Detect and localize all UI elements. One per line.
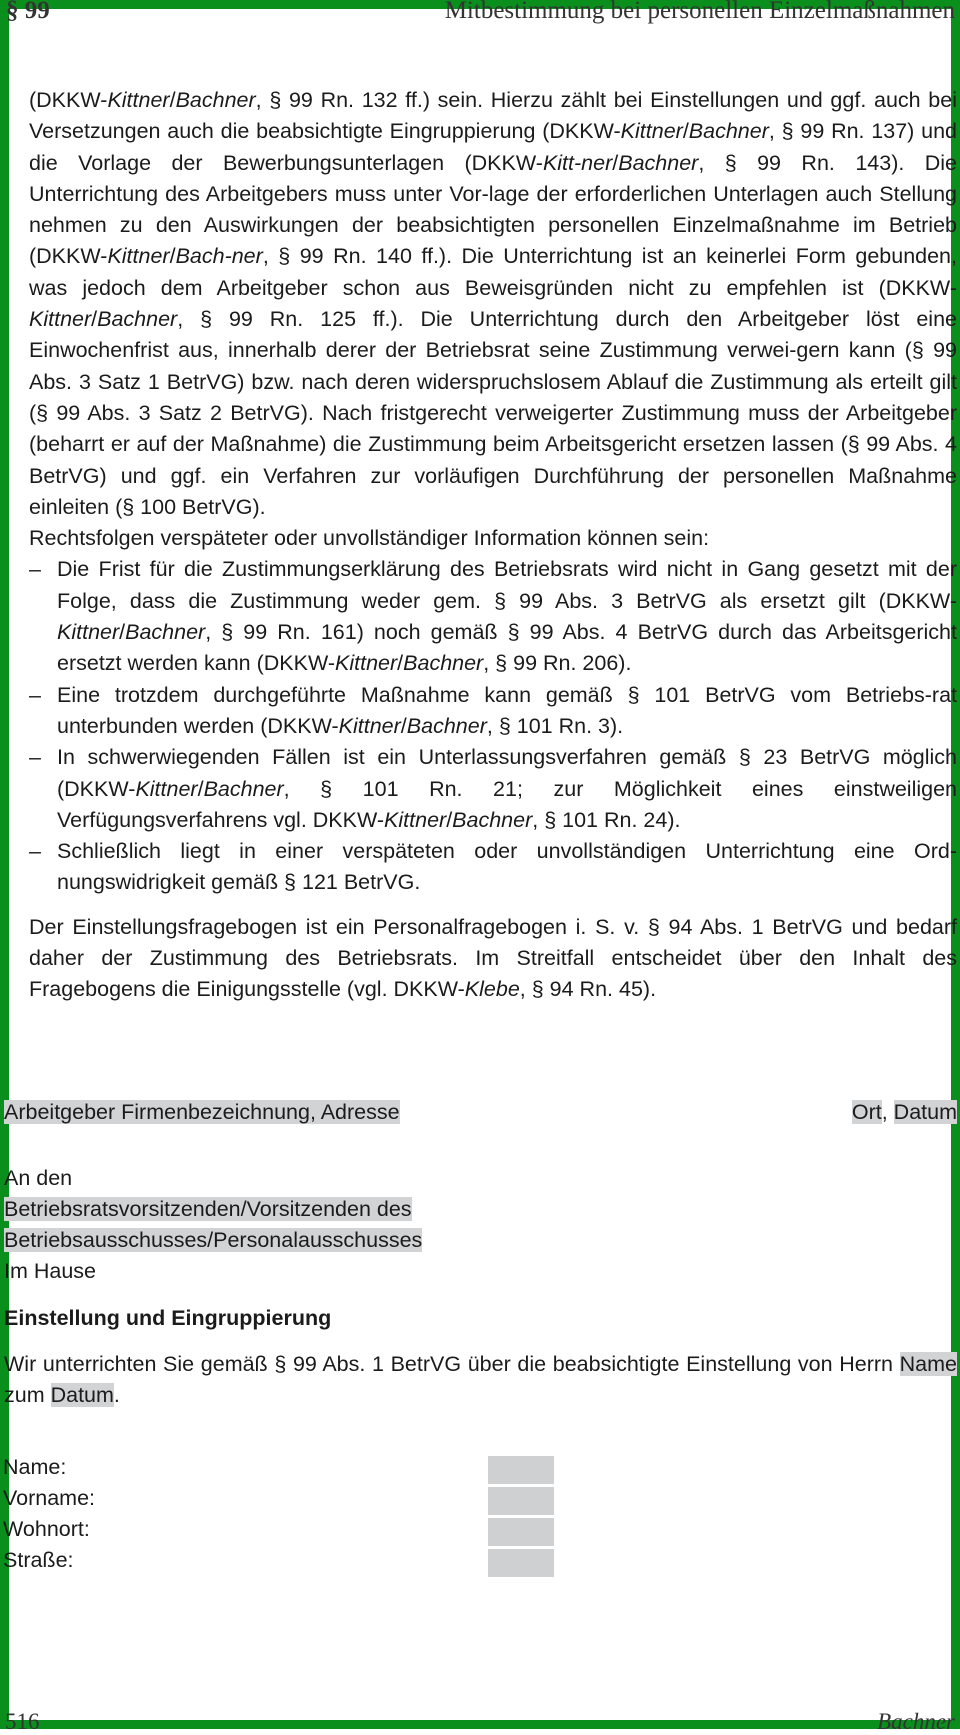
field-box-strasse[interactable] <box>488 1549 554 1577</box>
text-run: , § 99 Rn. 132 ff.) sein. Hierzu zählt bei Einstellungen und ggf. auch bei Versetzungen auch die beabsichtigte Eingruppierung (DKKW- <box>29 88 957 144</box>
place-placeholder[interactable]: Ort <box>851 1100 882 1124</box>
dash-bullet: – <box>29 682 41 707</box>
citation-author: Kittner <box>107 244 170 269</box>
text-run: , § 99 Rn. 125 ff.). Die Unterrichtung durch den Arbeitgeber löst eine Einwochenfrist aus, innerhalb derer der Betriebsrat seine Zustimmung verwei-gern kann (§ 99 Abs. 3 Satz 1 BetrVG) bzw. nach deren widerspruchslosem Ablauf die Zustimmung als erteilt gilt (§ 99 Abs. 3 Satz 2 BetrVG). Nach fristgerecht verweigerter Zustimmung muss der Arbeitgeber (beharrt er auf der Maßnahme) die Zustimmung beim Arbeitsgericht ersetzen lassen (§ 99 Abs. 4 BetrVG) und ggf. ein Verfahren zur vorläufigen Durchführung der personellen Maßnahme einleiten (§ 100 BetrVG). <box>29 307 957 519</box>
text-run: , § 99 Rn. 206). <box>483 651 632 676</box>
dash-bullet: – <box>29 557 41 582</box>
text-run: , § 99 Rn. 140 ff.). Die Unterrichtung ist an keinerlei Form gebunden, was jedoch dem Arbeitgeber schon aus Beweisgründen nicht zu empfehlen ist (DKKW- <box>29 244 957 300</box>
citation-author: Kittner <box>384 807 447 832</box>
text-run: , § 94 Rn. 45). <box>519 977 657 1002</box>
text-run: / <box>91 307 98 332</box>
text-run: (DKKW- <box>29 88 108 112</box>
citation-author: Kittner <box>29 307 92 332</box>
letter-subject: Einstellung und Eingruppierung <box>4 1306 332 1330</box>
text-run: / <box>612 150 619 175</box>
address-line-3[interactable]: Betriebsausschusses/Personalausschusses <box>4 1228 423 1252</box>
text-run: , § 99 Rn. 143). Die Unterrichtung des Arbeitgebers muss unter Vor-lage der erforderlichen Unterlagen auch Stellung nehmen zu den Auswirkungen der beabsichtigten personellen Einzelmaßnahme im Betrieb (DKKW- <box>29 150 958 269</box>
citation-author: Bachner <box>688 119 769 144</box>
page-number: 516 <box>5 1709 40 1734</box>
text-run: , § 101 Rn. 21; zur Möglichkeit eines einstweiligen Verfügungsverfahrens vgl. DKKW- <box>57 776 957 832</box>
citation-author: Klebe <box>464 977 520 1002</box>
paragraph-fragebogen <box>29 912 957 1006</box>
citation-author: Kittner <box>620 119 683 144</box>
text-run: / <box>119 620 126 645</box>
recipient-address <box>4 1163 957 1287</box>
list-item-text <box>57 745 957 832</box>
paragraph-unterrichtung <box>29 85 957 523</box>
place-date <box>852 1100 957 1125</box>
text-run: / <box>169 244 176 269</box>
citation-author: Kitt-ner <box>542 150 613 175</box>
list-item <box>29 680 957 743</box>
citation-author: Bachner <box>125 620 206 645</box>
field-label-strasse: Straße: <box>3 1548 74 1572</box>
field-label-vorname: Vorname: <box>3 1486 96 1510</box>
running-footer <box>5 1703 955 1735</box>
citation-author: Bachner <box>406 713 487 738</box>
place-date-separator: , <box>881 1100 894 1124</box>
citation-author: Kittner <box>107 88 170 112</box>
list-item-text <box>57 557 957 675</box>
citation-author: Bachner <box>175 88 256 112</box>
consequence-list <box>29 554 957 898</box>
field-label-wohnort: Wohnort: <box>3 1517 90 1541</box>
text-run: , § 101 Rn. 24). <box>532 807 681 832</box>
citation-author: Bachner <box>452 807 533 832</box>
field-label-name: Name: <box>3 1455 67 1479</box>
text-run: / <box>682 119 689 144</box>
citation-author: Bachner <box>403 651 484 676</box>
text-run: , § 101 Rn. 3). <box>486 713 624 738</box>
intro-text: zum <box>4 1383 51 1407</box>
date-placeholder[interactable]: Datum <box>893 1100 957 1124</box>
intro-text: Wir unterrichten Sie gemäß § 99 Abs. 1 BetrVG über die beabsichtigte Einstellung von Herrn <box>4 1352 900 1376</box>
text-run: Der Einstellungsfragebogen ist ein Personalfragebogen i. S. v. § 94 Abs. 1 BetrVG und bedarf daher der Zustimmung des Betriebsrats. Im Streitfall entscheidet über den Inhalt des Fragebogens die Einigungsstelle (vgl. DKKW- <box>29 914 957 1002</box>
dash-bullet: – <box>29 839 41 864</box>
field-box-vorname[interactable] <box>488 1487 554 1515</box>
list-item <box>29 836 957 899</box>
name-placeholder[interactable]: Name <box>899 1352 957 1376</box>
address-line-2[interactable]: Betriebsratsvorsitzenden/Vorsitzenden des <box>4 1197 412 1221</box>
address-line-1: An den <box>4 1166 73 1190</box>
citation-author: Bachner <box>618 150 699 175</box>
citation-author: Kittner <box>338 713 401 738</box>
document-page <box>3 0 958 1734</box>
running-header <box>6 0 955 27</box>
citation-author: Kittner <box>335 651 398 676</box>
citation-author: Bachner <box>203 776 284 801</box>
list-item <box>29 742 957 836</box>
list-item <box>29 554 957 679</box>
letter-intro <box>4 1349 957 1411</box>
field-box-name[interactable] <box>488 1456 554 1484</box>
text-run: In schwerwiegenden Fällen ist ein Unterlassungsverfahren gemäß § 23 BetrVG möglich (DKKW- <box>57 745 957 801</box>
dash-bullet: – <box>29 745 41 770</box>
text-run: / <box>397 651 404 676</box>
text-run: , § 99 Rn. 137) und die Vorlage der Bewerbungsunterlagen (DKKW- <box>29 119 957 175</box>
address-line-4: Im Hause <box>4 1259 97 1283</box>
text-run: , § 99 Rn. 161) noch gemäß § 99 Abs. 4 BetrVG durch das Arbeitsgericht ersetzt werden kann (DKKW- <box>57 620 957 676</box>
header-section: § 99 <box>6 0 50 24</box>
citation-author: Kittner <box>57 620 120 645</box>
text-run: Schließlich liegt in einer verspäteten oder unvollständigen Unterrichtung eine Ord-nungswidrigkeit gemäß § 121 BetrVG. <box>57 839 957 895</box>
body-text <box>29 85 957 1006</box>
text-run: Eine trotzdem durchgeführte Maßnahme kann gemäß § 101 BetrVG vom Betriebs-rat unterbunden werden (DKKW- <box>57 682 957 738</box>
list-item-text <box>57 839 957 894</box>
citation-author: Bachner <box>97 307 178 332</box>
intro-text: . <box>113 1383 120 1407</box>
paragraph-rechtsfolgen: Rechtsfolgen verspäteter oder unvollständiger Information können sein: <box>29 526 710 551</box>
text-run: / <box>446 807 453 832</box>
footer-author: Bachner <box>877 1709 955 1734</box>
sender-line <box>4 1100 957 1125</box>
date-placeholder[interactable]: Datum <box>50 1383 114 1407</box>
text-run: / <box>197 776 204 801</box>
list-item-text <box>57 683 957 738</box>
text-run: Die Frist für die Zustimmungserklärung des Betriebsrats wird nicht in Gang gesetzt mit der Folge, dass die Zustimmung weder gem. § 99 Abs. 3 BetrVG als ersetzt gilt (DKKW- <box>57 557 957 613</box>
header-title: Mitbestimmung bei personellen Einzelmaßnahmen <box>444 0 955 24</box>
field-box-wohnort[interactable] <box>488 1518 554 1546</box>
text-run: / <box>400 713 407 738</box>
text-run: / <box>169 88 176 112</box>
citation-author: Kittner <box>135 776 198 801</box>
citation-author: Bach-ner <box>175 244 263 269</box>
sender-placeholder[interactable]: Arbeitgeber Firmenbezeichnung, Adresse <box>4 1100 400 1124</box>
